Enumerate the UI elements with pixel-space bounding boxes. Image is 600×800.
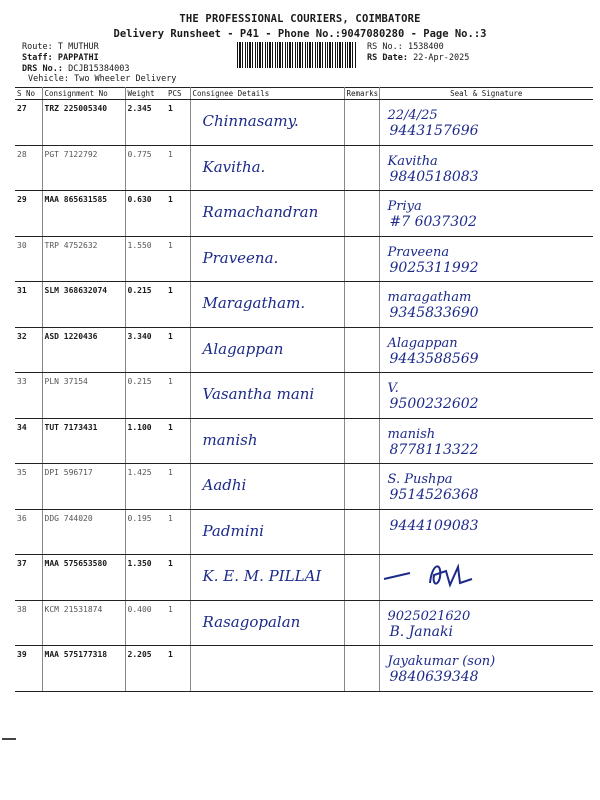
- route-label: Route:: [22, 42, 53, 52]
- pcs-cell: 1: [166, 145, 190, 191]
- table-row: [15, 145, 593, 191]
- signature-phone: 9840639348: [389, 669, 479, 685]
- signature-phone: #7 6037302: [389, 214, 477, 230]
- consignment-no-cell: PLN 37154: [42, 373, 125, 419]
- remarks-cell: [344, 464, 379, 510]
- signature-cell: [379, 464, 593, 510]
- table-header-row: [15, 88, 593, 100]
- consignee-name: Chinnasamy.: [202, 112, 299, 130]
- consignee-name: Vasantha mani: [202, 385, 315, 403]
- table-row: [15, 418, 593, 464]
- consignee-name: Padmini: [202, 521, 264, 540]
- remarks-cell: [344, 509, 379, 555]
- remarks-cell: [344, 418, 379, 464]
- runsheet-table: [15, 87, 593, 692]
- sno-cell: 38: [15, 600, 42, 646]
- rs-no-label: RS No.:: [367, 42, 403, 52]
- signature-text: 22/4/25: [387, 108, 438, 123]
- consignee-cell: [190, 555, 344, 601]
- route-value: T MUTHUR: [57, 42, 99, 52]
- signature-phone: 9500232602: [389, 396, 479, 412]
- sno-cell: 32: [15, 327, 42, 373]
- sno-cell: 30: [15, 236, 42, 282]
- signature-phone: 9444109083: [389, 517, 479, 534]
- signature-phone: 9840518083: [389, 168, 479, 185]
- signature-cell: [379, 555, 593, 601]
- signature-text: Jayakumar (son): [387, 654, 496, 669]
- consignee-cell: [190, 600, 344, 646]
- signature-cell: [379, 373, 593, 419]
- signature-scribble: [380, 557, 580, 593]
- consignee-cell: [190, 509, 344, 555]
- drs-value: DCJB15384003: [68, 64, 130, 74]
- consignee-cell: [190, 236, 344, 282]
- sno-cell: 29: [15, 191, 42, 237]
- signature-phone: 9443588569: [389, 350, 479, 367]
- pcs-cell: 1: [166, 600, 190, 646]
- sno-cell: 37: [15, 555, 42, 601]
- consignee-cell: [190, 646, 344, 692]
- consignment-no-cell: SLM 368632074: [42, 282, 125, 328]
- consignment-no-cell: MAA 575177318: [42, 646, 125, 692]
- consignment-no-cell: MAA 575653580: [42, 555, 125, 601]
- consignment-no-cell: PGT 7122792: [42, 145, 125, 191]
- signature-text: Alagappan: [387, 335, 458, 351]
- remarks-cell: [344, 236, 379, 282]
- rs-date-value: 22-Apr-2025: [413, 53, 470, 63]
- consignee-name: manish: [202, 430, 258, 449]
- weight-cell: 1.550: [125, 236, 166, 282]
- consignee-name: Ramachandran: [202, 203, 319, 221]
- consignee-name: Kavitha.: [202, 157, 266, 176]
- company-title: THE PROFESSIONAL COURIERS, COIMBATORE: [179, 13, 421, 25]
- rs-date-label: RS Date:: [367, 53, 408, 63]
- consignee-cell: [190, 327, 344, 373]
- drs-label: DRS No.:: [22, 64, 63, 74]
- sno-cell: 27: [15, 100, 42, 146]
- consignment-no-cell: DDG 744020: [42, 509, 125, 555]
- page-mark: [2, 738, 16, 740]
- consignment-no-cell: KCM 21531874: [42, 600, 125, 646]
- col-header-remarks: Remarks: [344, 88, 379, 100]
- signature-text: Priya: [387, 199, 422, 214]
- consignee-name: Praveena.: [202, 248, 279, 267]
- weight-cell: 0.630: [125, 191, 166, 237]
- signature-phone: 9514526368: [389, 487, 479, 503]
- weight-cell: 1.100: [125, 418, 166, 464]
- signature-text: V.: [387, 381, 399, 396]
- vehicle-value: Two Wheeler Delivery: [74, 74, 177, 84]
- rs-no-line: [367, 42, 444, 53]
- table-row: [15, 100, 593, 146]
- signature-text: S. Pushpa: [387, 472, 453, 487]
- signature-cell: [379, 100, 593, 146]
- pcs-cell: 1: [166, 555, 190, 601]
- vehicle-label: Vehicle:: [28, 74, 69, 84]
- pcs-cell: 1: [166, 464, 190, 510]
- table-row: [15, 236, 593, 282]
- col-header-consignee: Consignee Details: [190, 88, 344, 100]
- weight-cell: 3.340: [125, 327, 166, 373]
- sno-cell: 35: [15, 464, 42, 510]
- signature-cell: [379, 327, 593, 373]
- signature-cell: [379, 236, 593, 282]
- consignee-cell: [190, 373, 344, 419]
- table-row: [15, 509, 593, 555]
- consignment-no-cell: DPI 596717: [42, 464, 125, 510]
- weight-cell: 0.400: [125, 600, 166, 646]
- weight-cell: 2.345: [125, 100, 166, 146]
- sno-cell: 36: [15, 509, 42, 555]
- barcode: [237, 42, 357, 68]
- table-row: [15, 282, 593, 328]
- consignment-no-cell: TRZ 225005340: [42, 100, 125, 146]
- route-line: [22, 42, 99, 53]
- sno-cell: 34: [15, 418, 42, 464]
- runsheet-subtitle: Delivery Runsheet - P41 - Phone No.:9047080280 - Page No.:3: [113, 28, 487, 40]
- signature-phone: 9025311992: [389, 259, 479, 276]
- table-row: [15, 327, 593, 373]
- remarks-cell: [344, 646, 379, 692]
- weight-cell: 2.205: [125, 646, 166, 692]
- table-row: [15, 646, 593, 692]
- signature-cell: [379, 418, 593, 464]
- consignment-no-cell: TUT 7173431: [42, 418, 125, 464]
- rs-date-line: [367, 53, 469, 64]
- consignee-name: Aadhi: [202, 476, 247, 494]
- table-row: [15, 464, 593, 510]
- weight-cell: 0.195: [125, 509, 166, 555]
- signature-text: manish: [387, 426, 436, 442]
- table-row: [15, 373, 593, 419]
- signature-text: Kavitha: [387, 153, 438, 169]
- consignee-cell: [190, 191, 344, 237]
- consignee-cell: [190, 464, 344, 510]
- consignment-no-cell: MAA 865631585: [42, 191, 125, 237]
- staff-value: PAPPATHI: [57, 53, 99, 63]
- consignee-cell: [190, 145, 344, 191]
- consignee-cell: [190, 418, 344, 464]
- remarks-cell: [344, 373, 379, 419]
- signature-phone: B. Janaki: [389, 623, 453, 640]
- pcs-cell: 1: [166, 509, 190, 555]
- col-header-consignment: Consignment No: [42, 88, 125, 100]
- vehicle-line: [28, 74, 176, 85]
- remarks-cell: [344, 327, 379, 373]
- signature-cell: [379, 600, 593, 646]
- sno-cell: 33: [15, 373, 42, 419]
- signature-text: Praveena: [387, 244, 450, 260]
- remarks-cell: [344, 100, 379, 146]
- signature-cell: [379, 191, 593, 237]
- weight-cell: 1.425: [125, 464, 166, 510]
- consignee-name: K. E. M. PILLAI: [202, 567, 322, 585]
- signature-phone: 9345833690: [389, 305, 479, 321]
- consignee-cell: [190, 282, 344, 328]
- consignee-cell: [190, 100, 344, 146]
- pcs-cell: 1: [166, 191, 190, 237]
- signature-cell: [379, 646, 593, 692]
- col-header-pcs: PCS: [166, 88, 190, 100]
- remarks-cell: [344, 600, 379, 646]
- signature-cell: [379, 282, 593, 328]
- remarks-cell: [344, 145, 379, 191]
- pcs-cell: 1: [166, 282, 190, 328]
- weight-cell: 0.215: [125, 373, 166, 419]
- col-header-weight: Weight: [125, 88, 166, 100]
- pcs-cell: 1: [166, 418, 190, 464]
- signature-text: maragatham: [387, 290, 472, 305]
- pcs-cell: 1: [166, 100, 190, 146]
- weight-cell: 0.775: [125, 145, 166, 191]
- signature-phone: 8778113322: [389, 441, 479, 458]
- remarks-cell: [344, 191, 379, 237]
- signature-cell: [379, 145, 593, 191]
- remarks-cell: [344, 555, 379, 601]
- rs-no-value: 1538400: [407, 42, 444, 52]
- col-header-sno: S No: [15, 88, 42, 100]
- staff-line: [22, 53, 99, 64]
- consignee-name: Maragatham.: [202, 294, 306, 312]
- pcs-cell: 1: [166, 236, 190, 282]
- weight-cell: 0.215: [125, 282, 166, 328]
- pcs-cell: 1: [166, 646, 190, 692]
- consignment-no-cell: TRP 4752632: [42, 236, 125, 282]
- consignee-name: Alagappan: [202, 339, 284, 358]
- table-row: [15, 555, 593, 601]
- signature-cell: [379, 509, 593, 555]
- weight-cell: 1.350: [125, 555, 166, 601]
- staff-label: Staff:: [22, 53, 53, 63]
- signature-text: 9025021620: [387, 608, 471, 624]
- sno-cell: 28: [15, 145, 42, 191]
- signature-phone: 9443157696: [389, 123, 479, 139]
- sno-cell: 39: [15, 646, 42, 692]
- consignment-no-cell: ASD 1220436: [42, 327, 125, 373]
- table-row: [15, 600, 593, 646]
- table-row: [15, 191, 593, 237]
- col-header-signature: Seal & Signature: [379, 88, 593, 100]
- consignee-name: Rasagopalan: [202, 612, 301, 631]
- pcs-cell: 1: [166, 327, 190, 373]
- sno-cell: 31: [15, 282, 42, 328]
- pcs-cell: 1: [166, 373, 190, 419]
- remarks-cell: [344, 282, 379, 328]
